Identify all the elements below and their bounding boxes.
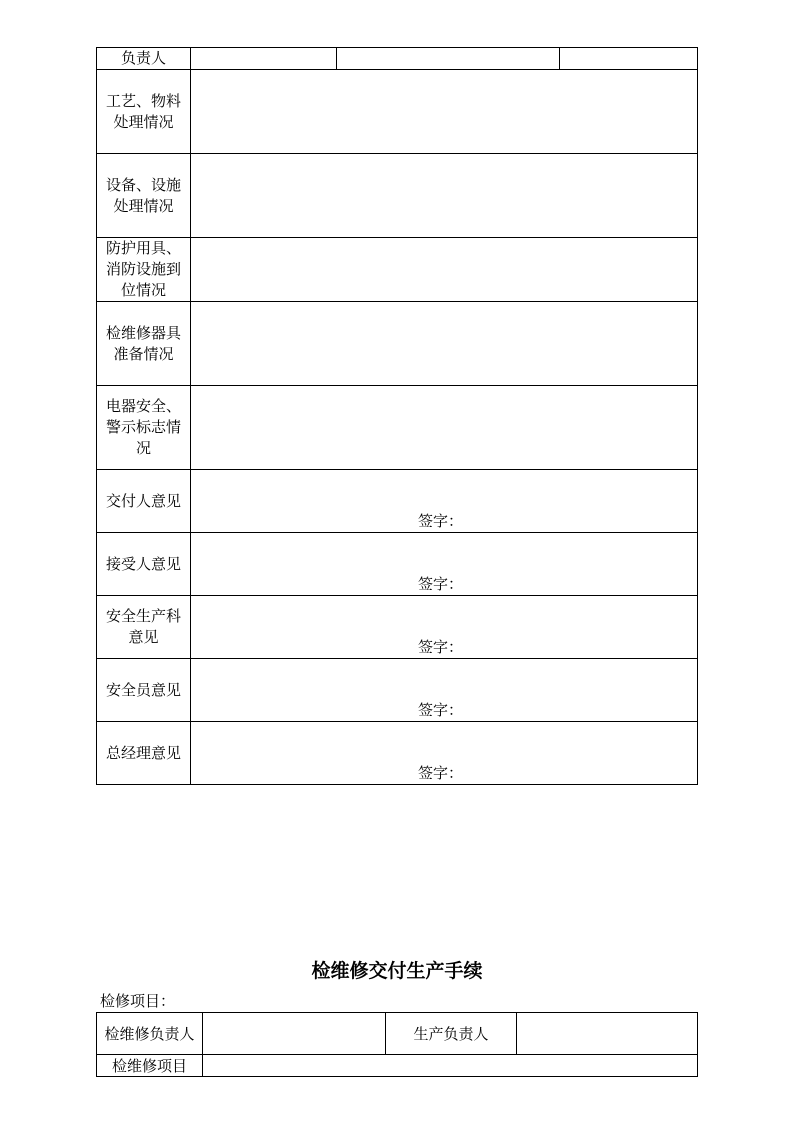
row-content-process[interactable] [191,70,698,154]
signature-label: 签字： [418,764,464,782]
row-content-electrical[interactable] [191,386,698,470]
signature-label: 签字： [418,701,464,719]
table-row [97,70,698,154]
opinion-content-receiver[interactable] [191,533,698,596]
handover-table [96,47,698,785]
table-row [97,1055,698,1077]
row-label-protection: 防护用具、消防设施到位情况 [97,238,191,302]
opinion-content-safety-officer[interactable] [191,659,698,722]
opinion-label-deliverer: 交付人意见 [97,470,191,533]
opinion-row [97,533,698,596]
header-label: 负责人 [97,48,191,70]
form-title: 检维修交付生产手续 [311,960,483,982]
production-lead-label: 生产负责人 [386,1013,517,1055]
project-label: 检修项目： [100,992,176,1010]
maintenance-lead-value[interactable] [203,1013,386,1055]
signature-label: 签字： [418,638,464,656]
opinion-content-general-manager[interactable] [191,722,698,785]
row-label-tools: 检维修器具准备情况 [97,302,191,386]
delivery-table [96,1012,698,1077]
signature-label: 签字： [418,575,464,593]
opinion-content-safety-dept[interactable] [191,596,698,659]
opinion-label-safety-dept: 安全生产科意见 [97,596,191,659]
row-label-equipment: 设备、设施处理情况 [97,154,191,238]
header-cell-2[interactable] [337,48,560,70]
signature-label: 签字： [418,512,464,530]
opinion-label-receiver: 接受人意见 [97,533,191,596]
opinion-label-general-manager: 总经理意见 [97,722,191,785]
table-row [97,302,698,386]
opinion-row [97,596,698,659]
opinion-row [97,470,698,533]
row-label-process: 工艺、物料处理情况 [97,70,191,154]
opinion-row [97,722,698,785]
row-content-equipment[interactable] [191,154,698,238]
row-label-electrical: 电器安全、警示标志情况 [97,386,191,470]
row-content-tools[interactable] [191,302,698,386]
table-row [97,386,698,470]
maintenance-project-label: 检维修项目 [97,1055,203,1077]
table-row [97,238,698,302]
header-cell-3[interactable] [560,48,698,70]
maintenance-project-value[interactable] [203,1055,698,1077]
table-row [97,154,698,238]
opinion-content-deliverer[interactable] [191,470,698,533]
table-row [97,1013,698,1055]
opinion-row [97,659,698,722]
opinion-label-safety-officer: 安全员意见 [97,659,191,722]
header-cell-1[interactable] [191,48,337,70]
production-lead-value[interactable] [517,1013,698,1055]
row-content-protection[interactable] [191,238,698,302]
maintenance-lead-label: 检维修负责人 [97,1013,203,1055]
header-row [97,48,698,70]
